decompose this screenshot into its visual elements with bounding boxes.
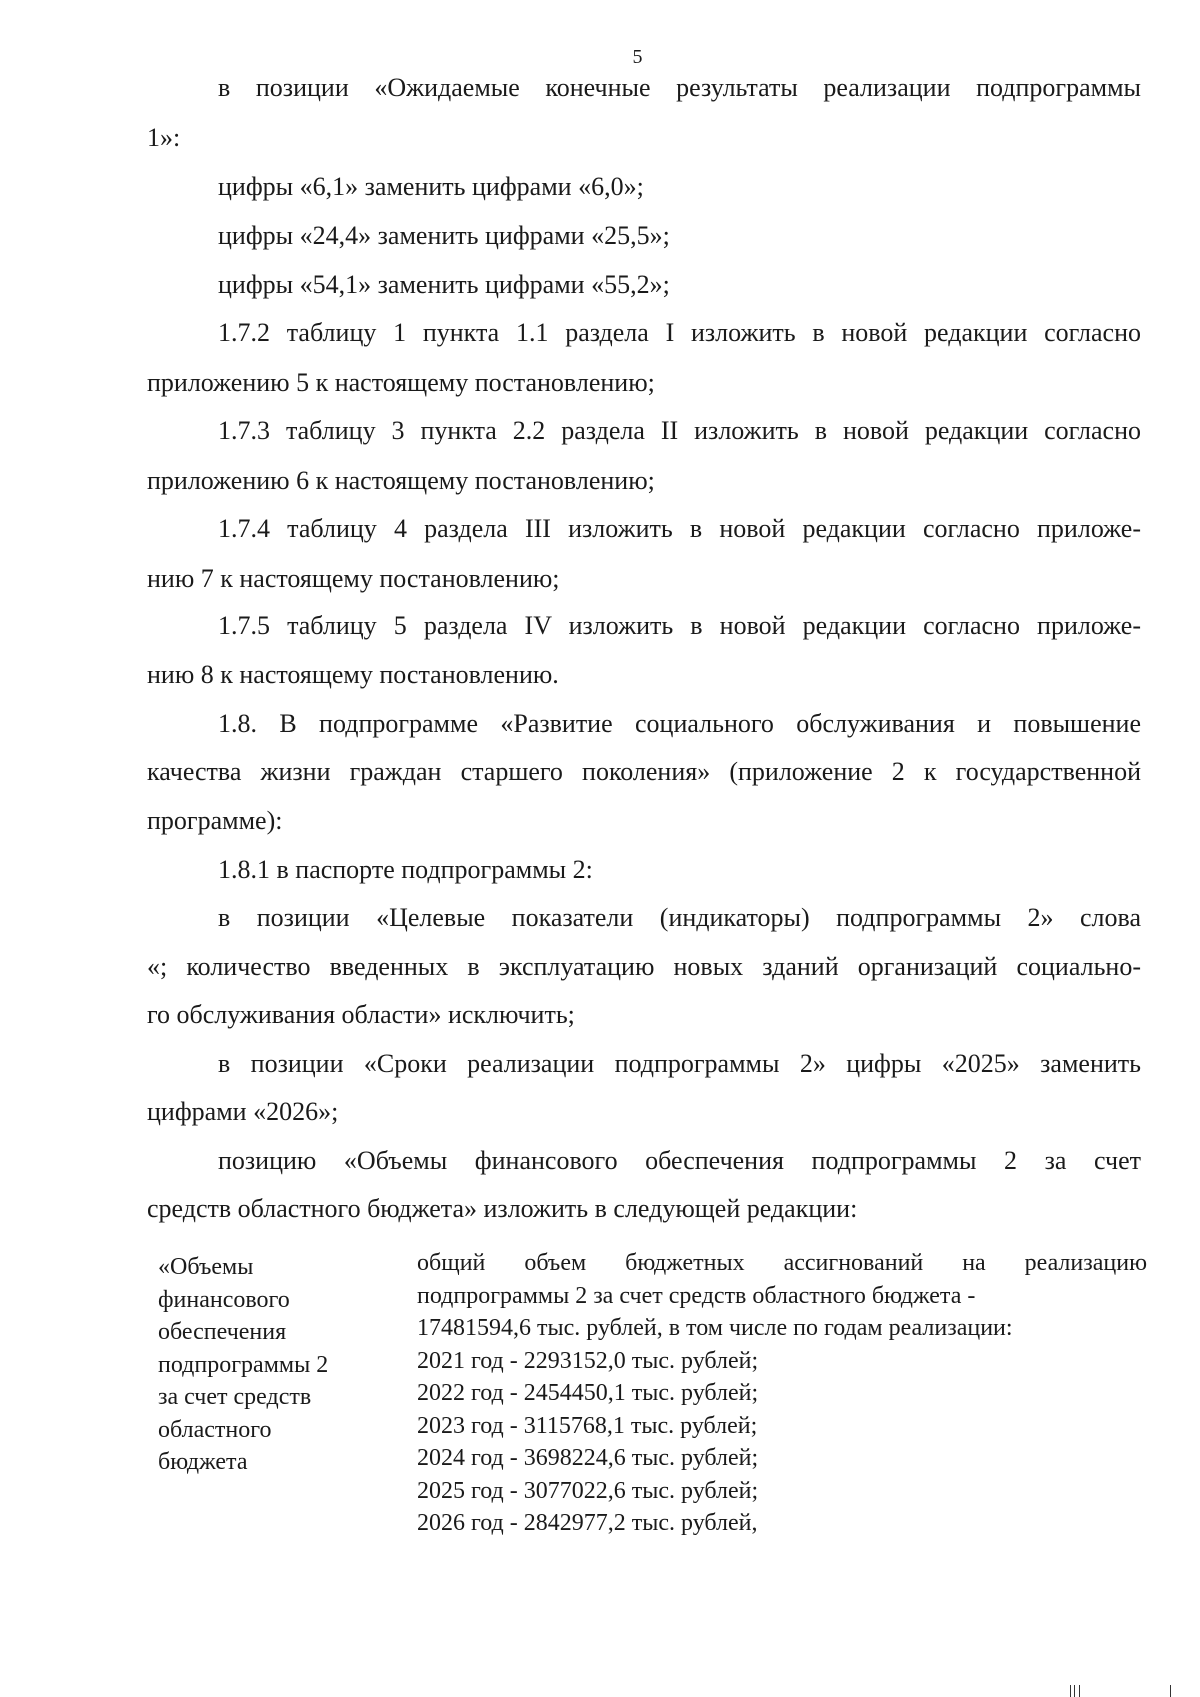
table-year-line: 2023 год - 3115768,1 тыс. рублей; [417, 1412, 758, 1439]
table-cell-line: обеспечения [158, 1319, 287, 1345]
table-year-line: 2021 год - 2293152,0 тыс. рублей; [417, 1347, 759, 1374]
table-year-line: 2022 год - 2454450,1 тыс. рублей; [417, 1380, 759, 1406]
scan-artifact [1079, 1685, 1080, 1697]
text-line: цифрами «2026»; [147, 1097, 339, 1126]
text-line: в позиции «Сроки реализации подпрограммы 2» цифры «2025» заменить [218, 1049, 1141, 1078]
text-line: 1»: [147, 123, 181, 152]
table-right-column [417, 1247, 1147, 1540]
text-line: позицию «Объемы финансового обеспечения подпрограммы 2 за счет [218, 1146, 1141, 1175]
table-cell-line: бюджета [158, 1449, 248, 1475]
text-line: в позиции «Ожидаемые конечные результаты реализации подпрограммы [218, 73, 1141, 102]
text-line: цифры «24,4» заменить цифрами «25,5»; [218, 221, 670, 250]
table-cell-line: 17481594,6 тыс. рублей, в том числе по годам реализации: [417, 1315, 1013, 1341]
table-left-column [158, 1251, 388, 1479]
text-line: приложению 5 к настоящему постановлению; [147, 368, 655, 397]
text-line: средств областного бюджета» изложить в следующей редакции: [147, 1194, 858, 1223]
text-line: го обслуживания области» исключить; [147, 1000, 575, 1029]
table-cell-line: финансового [158, 1286, 290, 1313]
text-line: 1.7.3 таблицу 3 пункта 2.2 раздела II изложить в новой редакции согласно [218, 416, 1141, 445]
table-cell-line: подпрограммы 2 [158, 1351, 329, 1378]
text-line: качества жизни граждан старшего поколения» (приложение 2 к государственной [147, 757, 1141, 786]
page-number: 5 [632, 46, 643, 68]
text-line: цифры «6,1» заменить цифрами «6,0»; [218, 172, 644, 201]
text-line: 1.8.1 в паспорте подпрограммы 2: [218, 855, 593, 884]
scan-artifact [1074, 1685, 1075, 1697]
text-line: программе): [147, 806, 283, 835]
text-line: 1.7.5 таблицу 5 раздела IV изложить в новой редакции согласно приложе- [218, 611, 1141, 640]
text-line: «; количество введенных в эксплуатацию новых зданий организаций социально- [147, 952, 1141, 981]
table-year-line: 2025 год - 3077022,6 тыс. рублей; [417, 1477, 759, 1504]
text-line: приложению 6 к настоящему постановлению; [147, 466, 655, 495]
text-line: в позиции «Целевые показатели (индикаторы) подпрограммы 2» слова [218, 903, 1141, 932]
table-cell-line: «Объемы [158, 1254, 254, 1280]
table-cell-line: за счет средств [158, 1384, 312, 1410]
table-cell-line: областного [158, 1416, 272, 1443]
table-year-line: 2026 год - 2842977,2 тыс. рублей, [417, 1510, 758, 1536]
text-line: цифры «54,1» заменить цифрами «55,2»; [218, 270, 670, 299]
table-year-line: 2024 год - 3698224,6 тыс. рублей; [417, 1445, 759, 1471]
table-cell-line: общий объем бюджетных ассигнований на реализацию [417, 1250, 1147, 1276]
text-line: нию 8 к настоящему постановлению. [147, 660, 559, 689]
text-line: нию 7 к настоящему постановлению; [147, 564, 560, 593]
text-line: 1.8. В подпрограмме «Развитие социального обслуживания и повышение [218, 709, 1141, 738]
scan-artifact [1170, 1685, 1171, 1697]
table-cell-line: подпрограммы 2 за счет средств областного бюджета - [417, 1282, 976, 1309]
text-line: 1.7.2 таблицу 1 пункта 1.1 раздела I изложить в новой редакции согласно [218, 318, 1141, 347]
text-line: 1.7.4 таблицу 4 раздела III изложить в новой редакции согласно приложе- [218, 514, 1141, 543]
scan-artifact [1070, 1685, 1071, 1697]
